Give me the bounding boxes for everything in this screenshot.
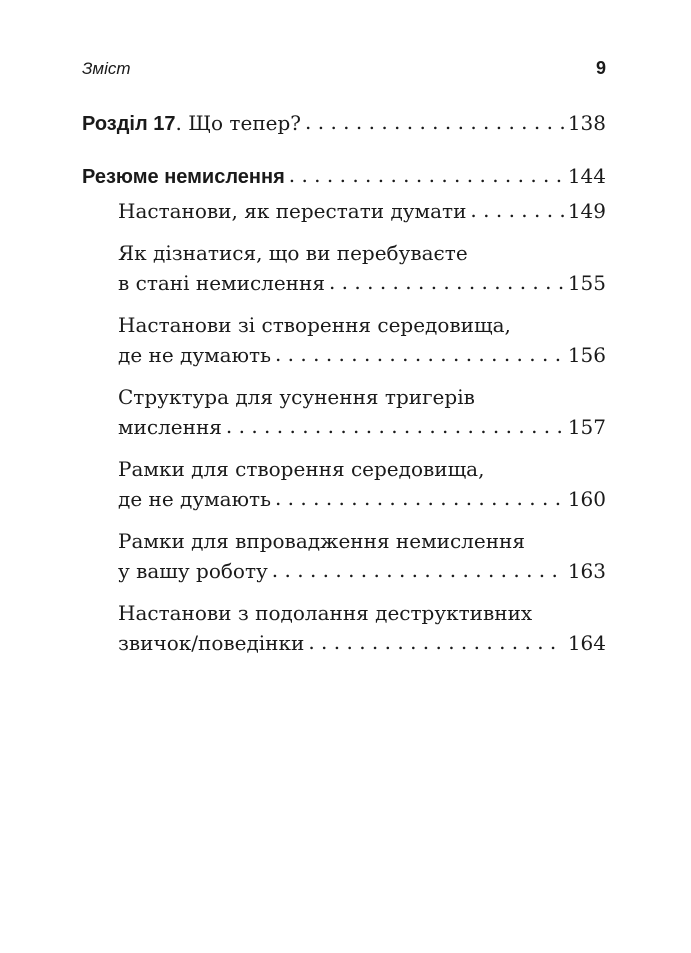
toc-entry-title-line1: Структура для усунення тригерів (118, 385, 475, 409)
running-header (82, 58, 606, 82)
toc-page-number: 160 (567, 487, 606, 511)
toc-entry-line (118, 340, 606, 370)
toc-entry-title: Настанови, як перестати думати (118, 199, 467, 223)
toc-entry[interactable] (82, 382, 606, 442)
toc-entry-title-line2: в стані немислення (118, 271, 325, 295)
dot-leader (289, 160, 564, 190)
dot-leader (272, 555, 564, 585)
toc-entry-title-line2: у вашу роботу (118, 559, 268, 583)
toc-page-number: 164 (567, 631, 606, 655)
toc-entry-title-line2: де не думають (118, 343, 271, 367)
toc-entry-line (82, 161, 606, 192)
toc-entry[interactable] (82, 526, 606, 586)
dot-leader (308, 627, 563, 657)
toc-entry-title-line2: мислення (118, 415, 222, 439)
toc-entry-chapter-17[interactable] (82, 108, 606, 139)
toc-entry-title-line2: звичок/поведінки (118, 631, 305, 655)
dot-leader (305, 107, 564, 137)
toc-entry-title-line1: Настанови з подолання деструктивних (118, 601, 533, 625)
toc-entry-title-line2: де не думають (118, 487, 271, 511)
chapter-title: . Що тепер? (175, 111, 302, 135)
dot-leader (275, 483, 564, 513)
toc-page-number: 163 (567, 559, 606, 583)
toc-entry[interactable] (82, 454, 606, 514)
toc-page-number: 157 (567, 415, 606, 439)
section-title: Резюме немислення (82, 166, 285, 188)
toc-entry[interactable] (82, 238, 606, 298)
toc-page-number: 156 (567, 343, 606, 367)
toc-entry-title-line1: Настанови зі створення середовища, (118, 313, 511, 337)
toc-entry-title-line1: Рамки для створення середовища, (118, 457, 485, 481)
toc-entry-line (118, 412, 606, 442)
toc-entry-line (118, 484, 606, 514)
table-of-contents (82, 108, 606, 658)
toc-entry-line (118, 556, 606, 586)
toc-entry-title-line1: Як дізнатися, що ви перебуваєте (118, 241, 468, 265)
toc-page-number: 138 (567, 111, 606, 135)
toc-entry-summary[interactable] (82, 161, 606, 192)
toc-page-number: 144 (567, 164, 606, 188)
dot-leader (329, 267, 564, 297)
toc-entry-line (118, 628, 606, 658)
dot-leader (470, 195, 563, 225)
page-number: 9 (595, 58, 606, 78)
toc-entry[interactable] (82, 310, 606, 370)
toc-page-number: 155 (567, 271, 606, 295)
chapter-label: Розділ 17 (82, 113, 176, 135)
toc-entry-line (118, 196, 606, 226)
toc-entry[interactable] (82, 598, 606, 658)
toc-entry-line (118, 268, 606, 298)
toc-page-number: 149 (567, 199, 606, 223)
running-title: Зміст (82, 59, 131, 78)
dot-leader (275, 339, 564, 369)
toc-entry-line (82, 108, 606, 139)
toc-entry-title-line1: Рамки для впровадження немислення (118, 529, 525, 553)
toc-entry-label (82, 108, 301, 139)
toc-entry[interactable] (82, 196, 606, 226)
dot-leader (226, 411, 564, 441)
